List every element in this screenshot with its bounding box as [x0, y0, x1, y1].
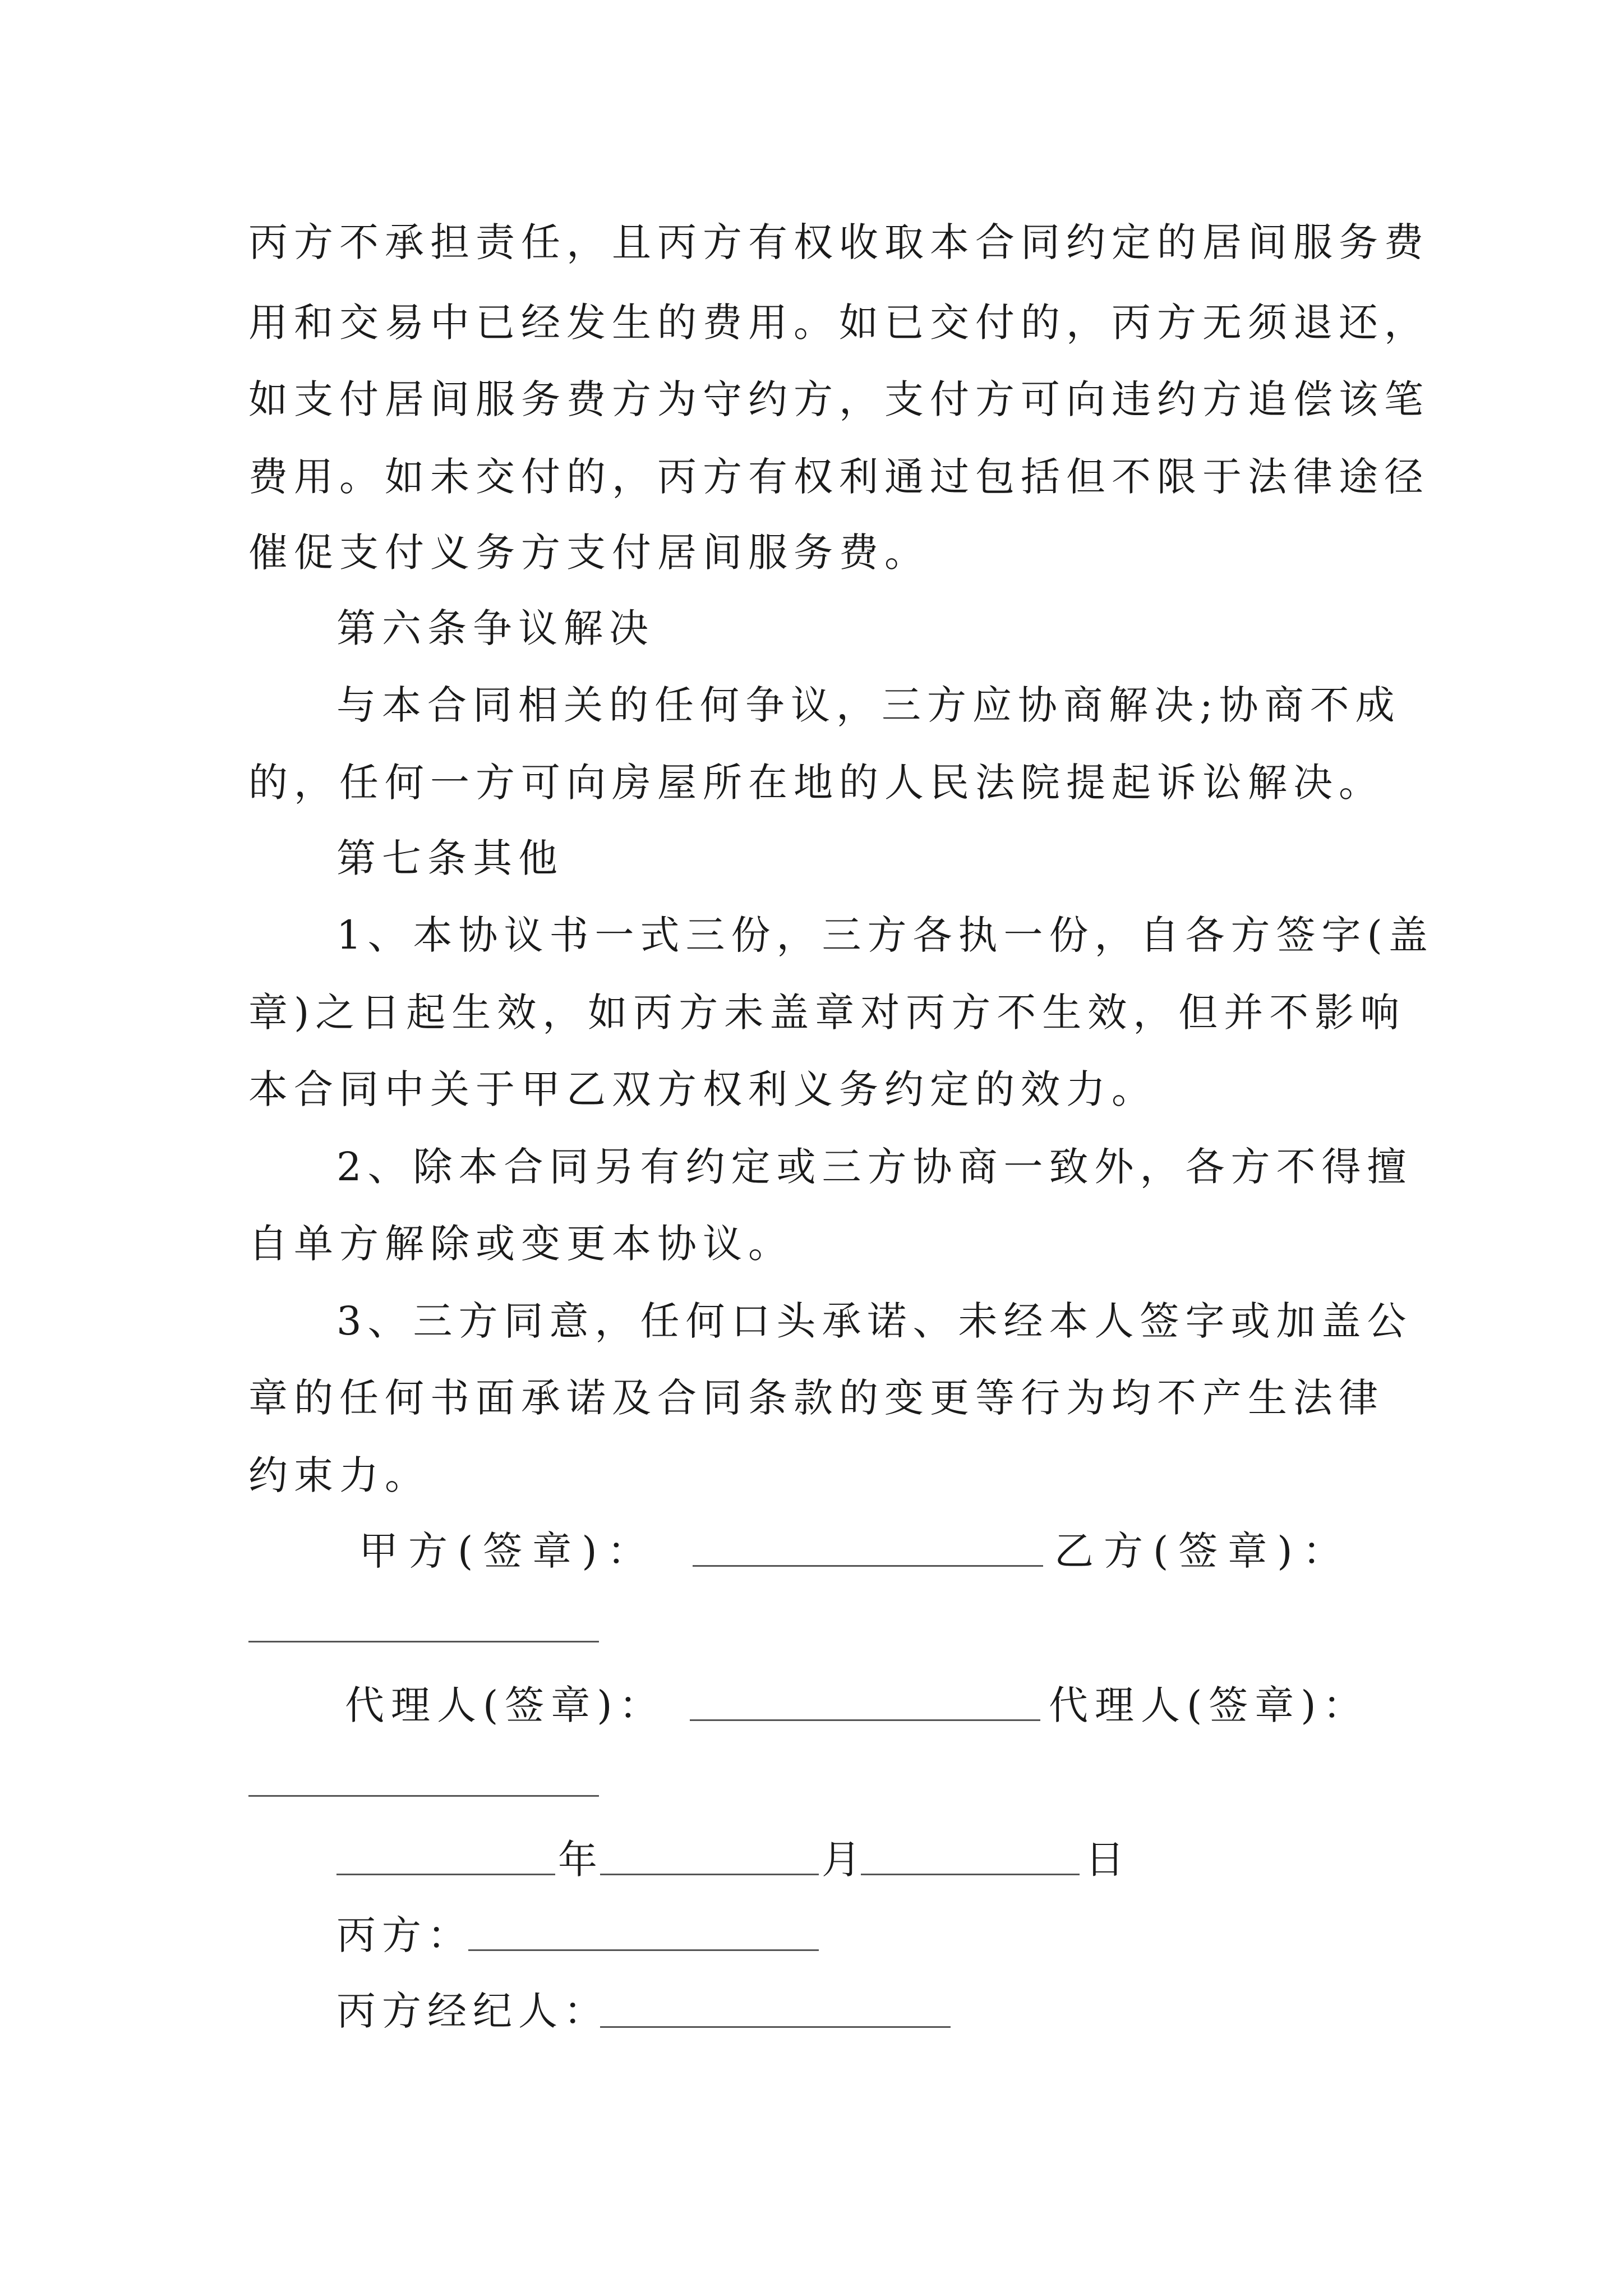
article-heading: 第六条争议解决 — [336, 605, 654, 651]
agent-a-signature-field[interactable] — [690, 1719, 1040, 1721]
list-item: 2、除本合同另有约定或三方协商一致外，各方不得擅 — [336, 1144, 1413, 1190]
article-heading: 第七条其他 — [336, 835, 564, 881]
paragraph-line: 章)之日起生效，如丙方未盖章对丙方不生效，但并不影响 — [248, 990, 1406, 1036]
month-label: 月 — [822, 1837, 867, 1883]
paragraph-line: 自单方解除或变更本协议。 — [248, 1221, 794, 1267]
day-field[interactable] — [861, 1874, 1080, 1875]
paragraph-line: 的，任何一方可向房屋所在地的人民法院提起诉讼解决。 — [248, 760, 1384, 806]
year-field[interactable] — [336, 1874, 555, 1875]
year-label: 年 — [558, 1837, 603, 1883]
paragraph-line: 章的任何书面承诺及合同条款的变更等行为均不产生法律 — [248, 1375, 1384, 1421]
party-c-broker-label: 丙方经纪人： — [336, 1988, 609, 2034]
party-b-signature-label: 乙方(签章)： — [1054, 1528, 1352, 1574]
paragraph-line: 催促支付义务方支付居间服务费。 — [248, 530, 930, 576]
party-a-signature-field[interactable] — [693, 1565, 1043, 1567]
agent-b-signature-label: 代理人(签章)： — [1049, 1682, 1369, 1728]
day-label: 日 — [1085, 1837, 1131, 1883]
paragraph-line: 费用。如未交付的，丙方有权利通过包括但不限于法律途径 — [248, 454, 1430, 500]
agent-b-signature-field[interactable] — [248, 1795, 599, 1797]
paragraph-line: 与本合同相关的任何争议，三方应协商解决;协商不成 — [336, 682, 1401, 728]
party-c-label: 丙方： — [336, 1912, 473, 1958]
paragraph-line: 丙方不承担责任，且丙方有权收取本合同约定的居间服务费 — [248, 219, 1430, 265]
paragraph-line: 本合同中关于甲乙双方权利义务约定的效力。 — [248, 1066, 1157, 1112]
paragraph-line: 如支付居间服务费方为守约方，支付方可向违约方追偿该笔 — [248, 376, 1430, 422]
party-a-signature-label: 甲方(签章)： — [359, 1528, 657, 1574]
list-item: 3、三方同意，任何口头承诺、未经本人签字或加盖公 — [336, 1298, 1413, 1344]
agent-a-signature-label: 代理人(签章)： — [345, 1682, 665, 1728]
party-b-signature-field[interactable] — [248, 1641, 599, 1642]
month-field[interactable] — [600, 1874, 819, 1875]
paragraph-line: 约束力。 — [248, 1452, 430, 1498]
party-c-signature-field[interactable] — [468, 1949, 819, 1951]
list-item: 1、本协议书一式三份，三方各执一份，自各方签字(盖 — [336, 912, 1434, 958]
party-c-broker-signature-field[interactable] — [600, 2026, 951, 2028]
paragraph-line: 用和交易中已经发生的费用。如已交付的，丙方无须退还， — [248, 300, 1430, 346]
